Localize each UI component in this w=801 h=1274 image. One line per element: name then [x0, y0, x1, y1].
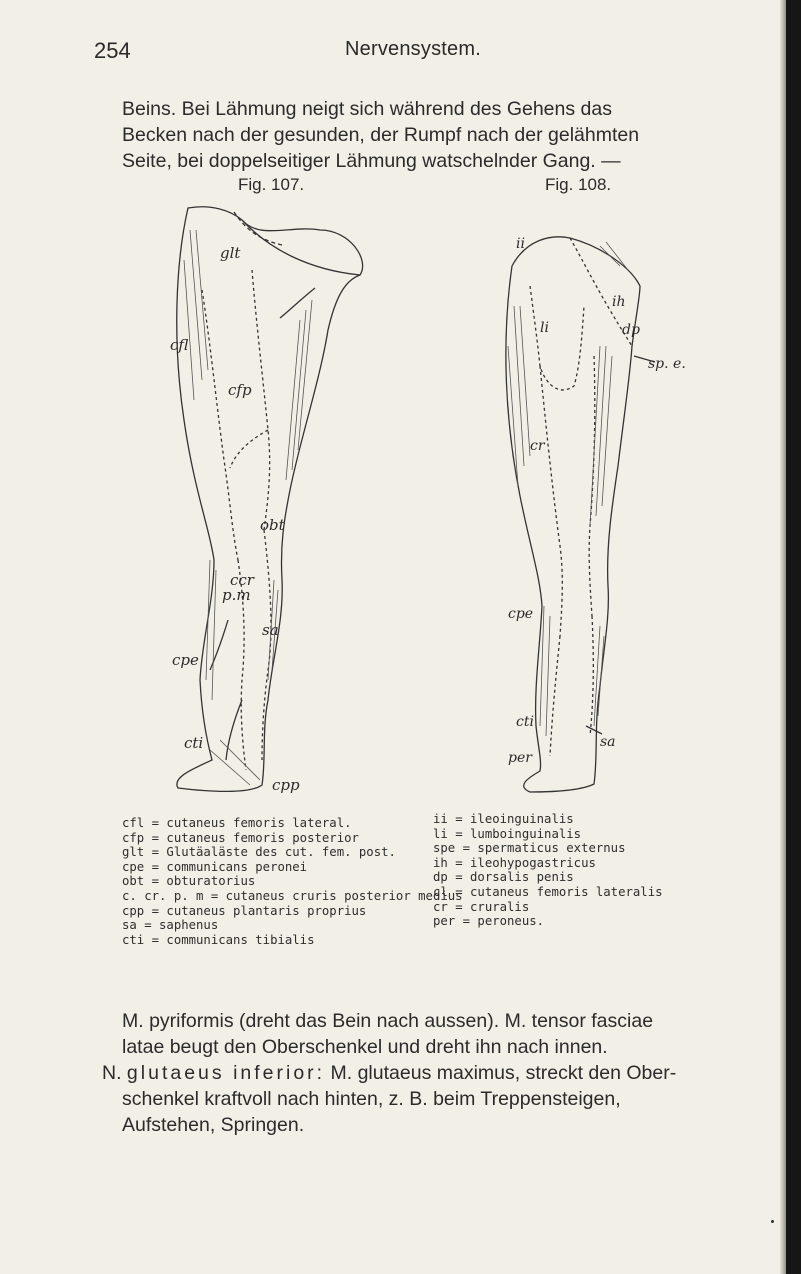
- fig107-label-ccr: ccr: [230, 571, 254, 589]
- fig-107-leg-illustration: [150, 200, 380, 800]
- fig107-label-glt: glt: [220, 244, 241, 262]
- fig108-label-ii: ii: [516, 236, 525, 252]
- print-speck: [771, 1220, 774, 1223]
- fig108-label-cti: cti: [516, 714, 534, 730]
- fig-108-legend: [433, 812, 663, 929]
- closing-paragraph: [102, 1008, 762, 1138]
- closing-line: latae beugt den Oberschenkel und dreht ihn nach innen.: [122, 1036, 608, 1058]
- fig107-label-pm: p.m: [222, 586, 251, 604]
- fig108-label-sa: sa: [600, 734, 616, 750]
- fig108-label-per: per: [508, 750, 532, 766]
- fig108-label-dp: dp: [622, 322, 640, 338]
- legend-entry: cpp = cutaneus plantaris proprius: [122, 903, 367, 918]
- legend-entry: dp = dorsalis penis: [433, 870, 574, 885]
- legend-entry: cpe = communicans peronei: [122, 859, 308, 874]
- fig107-label-cpp: cpp: [272, 776, 300, 794]
- legend-entry: sa = saphenus: [122, 918, 219, 933]
- closing-line: M. pyriformis (dreht das Bein nach aussen). M. tensor fasciae: [122, 1010, 654, 1032]
- fig107-label-cfl: cfl: [170, 336, 189, 354]
- fig107-label-cpe: cpe: [172, 651, 199, 669]
- running-head: [0, 38, 790, 66]
- fig107-label-cti: cti: [184, 734, 204, 752]
- intro-line: Seite, bei doppelseitiger Lähmung watschelnder Gang. —: [122, 150, 621, 172]
- closing-line: Aufstehen, Springen.: [122, 1114, 305, 1136]
- legend-entry: spe = spermaticus externus: [433, 841, 626, 856]
- nerve-name-spaced: glutaeus inferior:: [126, 1062, 326, 1084]
- fig-108-leg-illustration: [490, 226, 686, 794]
- legend-entry: cr = cruralis: [433, 899, 530, 914]
- fig107-label-obt: obt: [260, 516, 285, 534]
- legend-entry: cti = communicans tibialis: [122, 932, 315, 947]
- fig108-label-spe: sp. e.: [648, 356, 686, 372]
- legend-entry: obt = obturatorius: [122, 874, 256, 889]
- legend-entry: cfl = cutaneus femoris lateral.: [122, 816, 352, 830]
- fig108-label-cr: cr: [530, 438, 545, 454]
- legend-entry: cl = cutaneus femoris lateralis: [433, 884, 663, 899]
- legend-entry: glt = Glutäaläste des cut. fem. post.: [122, 845, 396, 860]
- fig108-label-cpe: cpe: [508, 606, 534, 622]
- closing-line: schenkel kraftvoll nach hinten, z. B. beim Treppensteigen,: [122, 1088, 621, 1110]
- nerve-description: M. glutaeus maximus, streckt den Ober-: [325, 1062, 677, 1084]
- intro-line: Beins. Bei Lähmung neigt sich während des Gehens das: [122, 98, 612, 120]
- nerve-prefix: N.: [102, 1062, 127, 1084]
- fig108-label-ih: ih: [612, 294, 626, 310]
- intro-line: Becken nach der gesunden, der Rumpf nach der gelähmten: [122, 124, 640, 146]
- fig107-label-cfp: cfp: [228, 381, 252, 399]
- fig108-label-li: li: [540, 320, 549, 336]
- page-binding-edge: [786, 0, 801, 1274]
- closing-line-nerve: [102, 1060, 762, 1086]
- legend-entry: ih = ileohypogastricus: [433, 855, 596, 870]
- fig-108-title: Fig. 108.: [545, 175, 612, 194]
- legend-entry: ii = ileoinguinalis: [433, 812, 574, 826]
- legend-entry: cfp = cutaneus femoris posterior: [122, 830, 359, 845]
- fig-107-title: Fig. 107.: [238, 175, 305, 194]
- legend-entry: per = peroneus.: [433, 914, 545, 929]
- legend-entry: c. cr. p. m = cutaneus cruris posterior medius: [122, 888, 463, 903]
- fig107-label-sa: sa: [262, 621, 279, 639]
- running-title: Nervensystem.: [345, 38, 481, 60]
- fig-107-legend: [122, 816, 463, 947]
- page-number: 254: [94, 38, 131, 63]
- legend-entry: li = lumboinguinalis: [433, 826, 582, 841]
- intro-paragraph: [122, 96, 762, 174]
